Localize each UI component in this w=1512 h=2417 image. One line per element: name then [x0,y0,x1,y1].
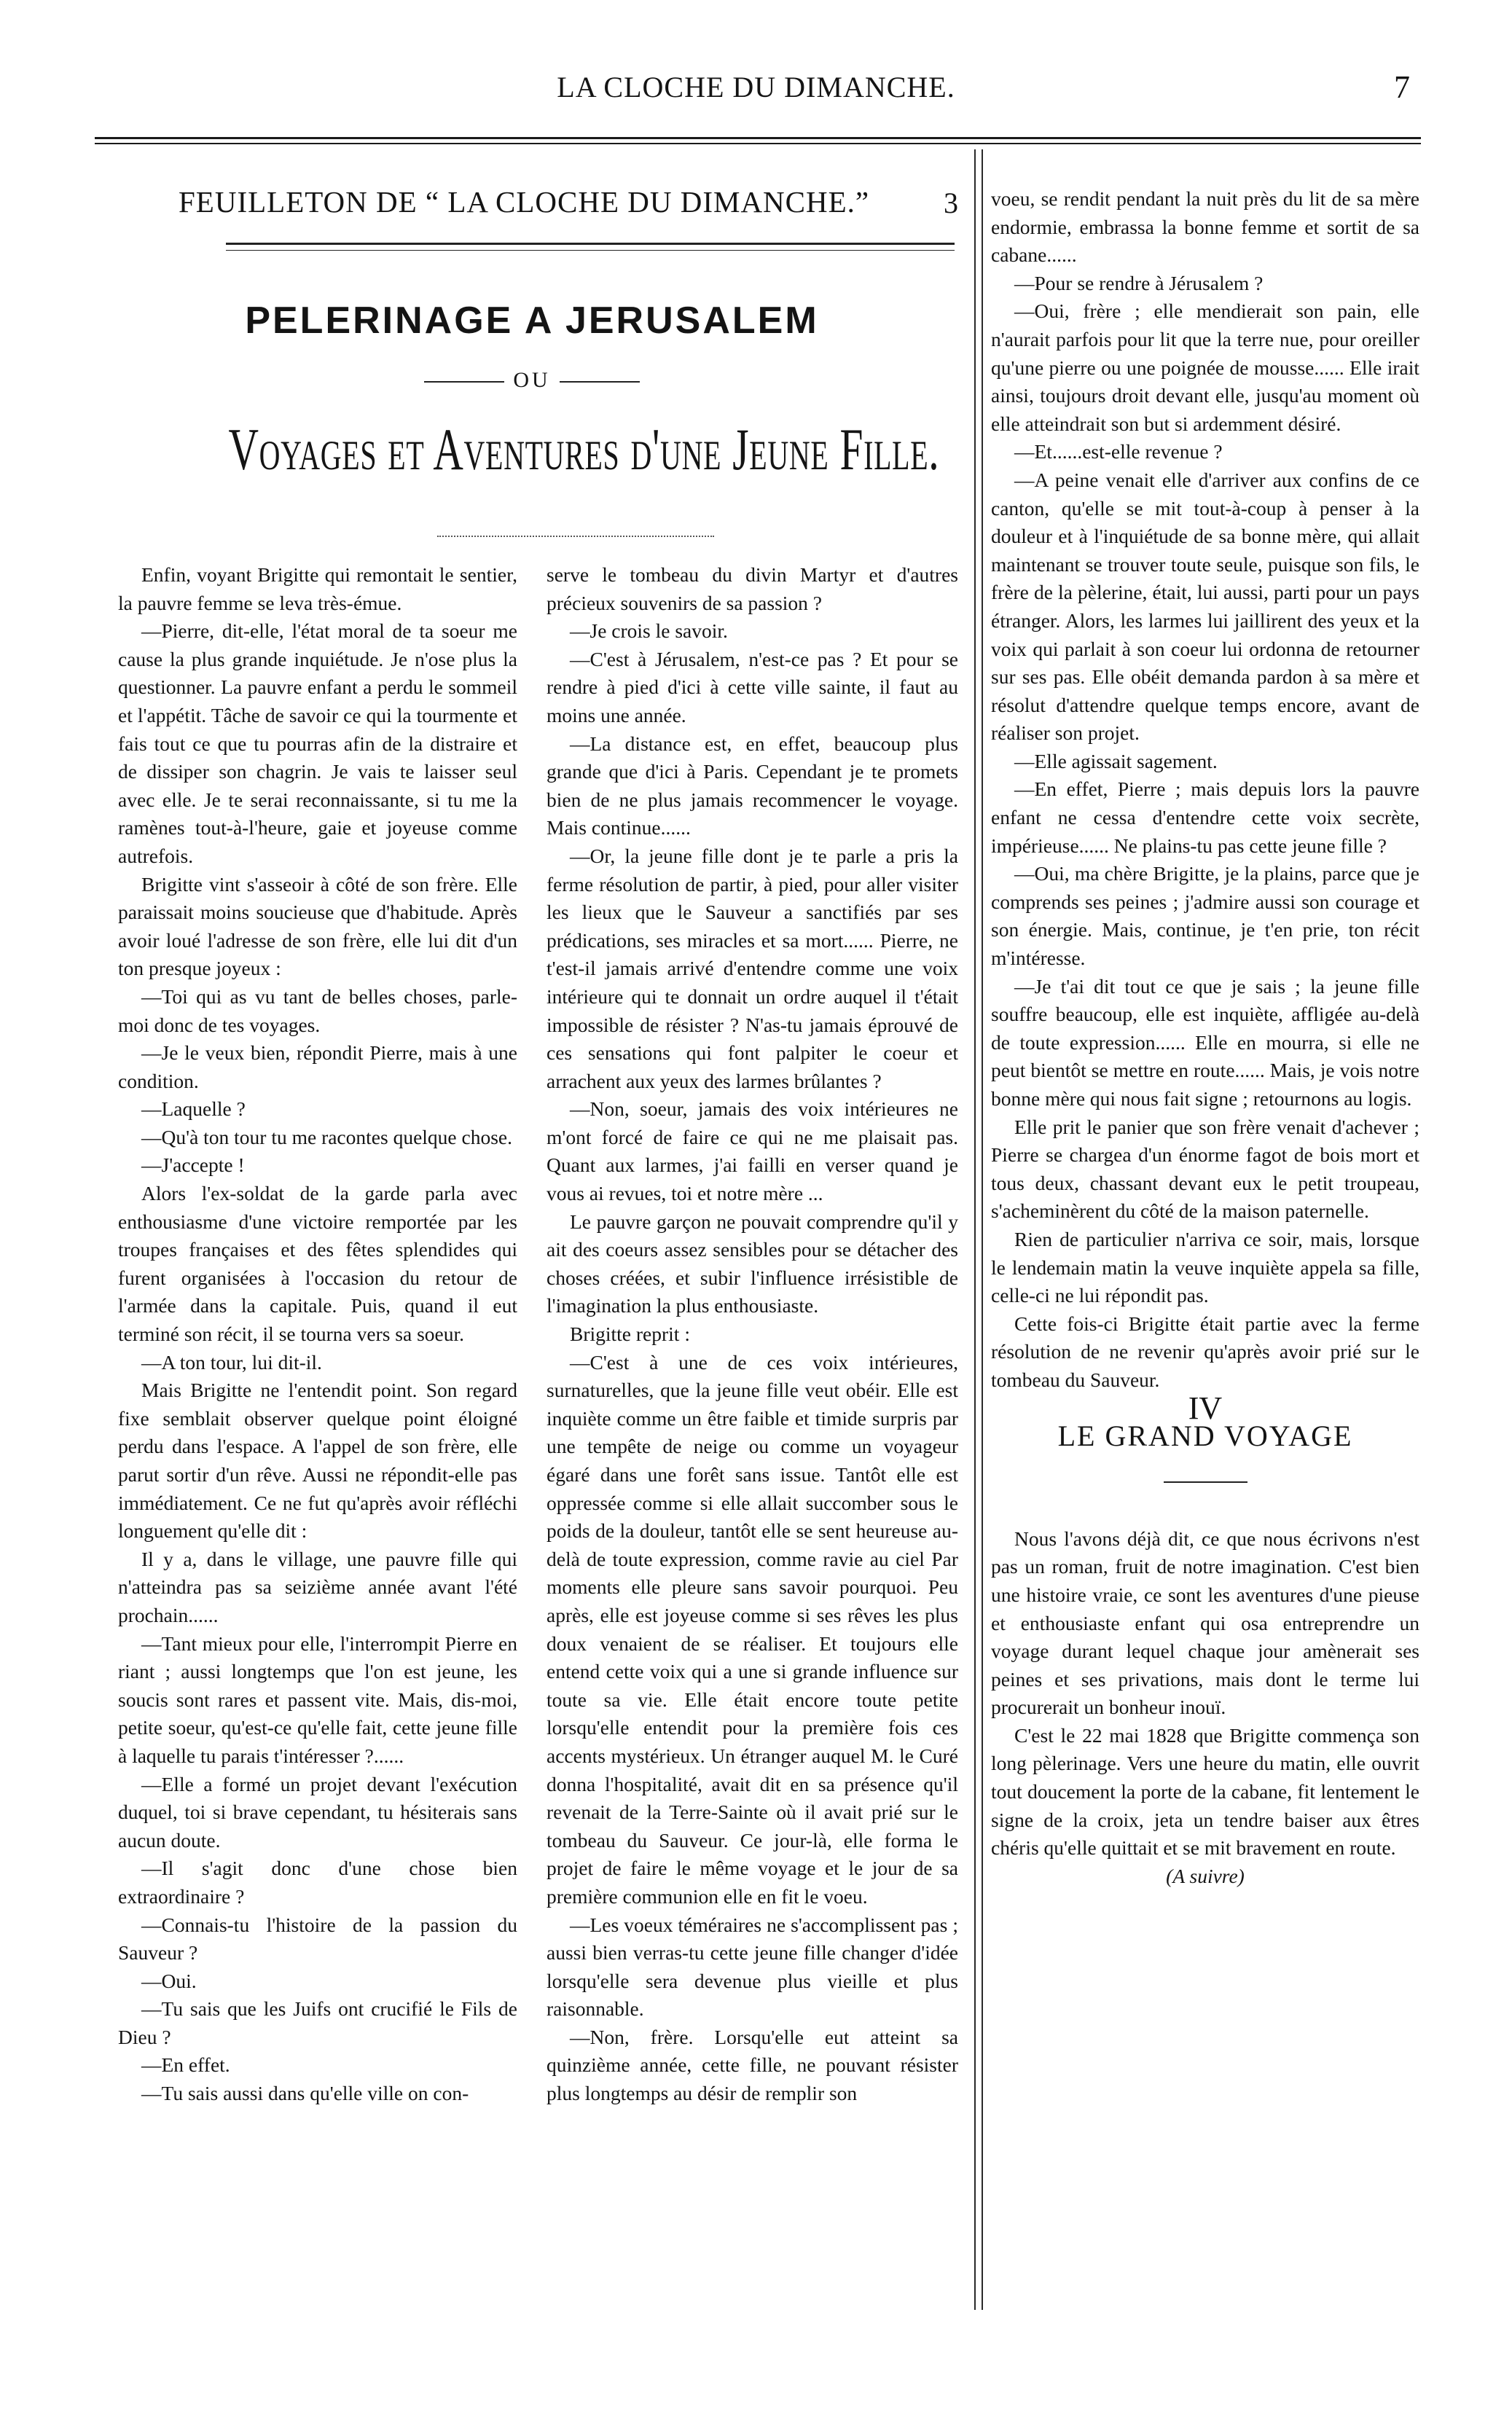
paragraph: —Et......est-elle revenue ? [1014,440,1223,463]
paragraph: C'est le 22 mai 1828 que Brigitte commença son long pèlerinage. Vers une heure du matin, elle ouvrit tout doucement la porte de la cabane, fit lentement le signe de la croix, jeta un tendre baiser aux êtres chéris qu'elle quittait et se mit bravement en route. [991,1723,1419,1860]
paragraph: —A ton tour, lui dit-il. [141,1350,322,1374]
paragraph: —Elle a formé un projet devant l'exécution duquel, toi si brave cependant, tu hésiterais sans aucun doute. [118,1772,517,1852]
continuation-note: (A suivre) [1166,1864,1245,1887]
paragraph: Enfin, voyant Brigitte qui remontait le sentier, la pauvre femme se leva très-émue. [118,563,517,614]
running-head [0,67,1512,111]
paragraph: voeu, se rendit pendant la nuit près du lit de sa mère endormie, embrassa la bonne femme et sortit de sa cabane...... [991,187,1419,267]
running-title: LA CLOCHE DU DIMANCHE. [557,71,955,103]
paragraph: —En effet. [141,2053,230,2077]
paragraph: —C'est à une de ces voix intérieures, surnaturelles, que la jeune fille veut obéir. Elle est inquiète comme un être faible et timide surpris par une tempête de neige ou comme un voyageur égaré dans une forêt sans issue. Tantôt elle est oppressée comme si elle allait succomber sous le poids de la douleur, tantôt elle se sent heureuse au-delà de toute expression, comme ravie au ciel Par moments elle pleure sans savoir pourquoi. Peu après, elle est joyeuse comme si ses rêves les plus doux venaient de se réaliser. Et toujours elle entend cette voix qui a une si grande influence sur toute sa vie. Elle était encore toute petite lorsqu'elle entendit pour la première fois ces accents mystérieux. Un étranger auquel M. le Curé donna l'hospitalité, avait dit en sa présence qu'il revenait de la Terre-Sainte où il avait prié sur le tombeau du Sauveur. Ce jour-là, elle forma le projet de faire le même voyage et le jour de sa première communion elle en fit le voeu. [547,1350,958,1908]
paragraph: —A peine venait elle d'arriver aux confins de ce canton, qu'elle se mit tout-à-coup à penser à la douleur et à l'inquiétude de sa bonne mère, qui allait maintenant se trouver toute seule, puisque son fils, le frère de la pèlerine, était, lui aussi, parti pour un pays étranger. Alors, les larmes lui jaillirent des yeux et la voix qui parlait à son coeur lui ordonna de retourner sur ses pas. Elle obéit demanda pardon à sa mère et résolut d'attendre quelque temps encore, avant de réaliser son projet. [991,468,1419,745]
paragraph: Le pauvre garçon ne pouvait comprendre qu'il y ait des coeurs assez sensibles pour se détacher des choses créées, et subir l'influence irrésistible de l'imagination la plus enthousiaste. [547,1210,958,1317]
feuilleton-number: 3 [944,187,958,219]
connector-dash-left [424,381,504,383]
paragraph: —Pour se rendre à Jérusalem ? [1014,271,1264,294]
section-number: IV [1188,1390,1223,1426]
paragraph: —Connais-tu l'histoire de la passion du Sauveur ? [118,1913,517,1964]
paragraph: Elle prit le panier que son frère venait d'achever ; Pierre se chargea d'un énorme fagot de bois mort et tous deux, chassant devant eux le petit troupeau, s'acheminèrent du côté de la maison paternelle. [991,1115,1419,1223]
paragraph: —Il s'agit donc d'une chose bien extraordinaire ? [118,1857,517,1908]
paragraph: —Les voeux téméraires ne s'accomplissent pas ; aussi bien verras-tu cette jeune fille changer d'idée lorsqu'elle sera devenue plus vieille et plus raisonnable. [547,1913,958,2021]
paragraph: Brigitte reprit : [570,1323,690,1346]
section-title: LE GRAND VOYAGE [1057,1419,1353,1453]
paragraph: —Or, la jeune fille dont je te parle a pris la ferme résolution de partir, à pied, pour aller visiter les lieux que le Sauveur a sanctifiés par ses prédications, ses miracles et sa mort...... Pierre, ne t'est-il jamais arrivé d'entendre comme une voix intérieure qui te donnait un ordre auquel il t'était impossible de résister ? N'as-tu jamais éprouvé de ces sensations qui font palpiter le coeur et arrachent aux yeux des larmes brûlantes ? [547,844,958,1092]
column-divider-left [974,149,976,2310]
paragraph: Alors l'ex-soldat de la garde parla avec enthousiasme d'une victoire remportée par les troupes françaises et des fêtes splendides qui furent organisées à l'occasion du retour de l'armée dans la capitale. Puis, quand il eut terminé son récit, il se tourna vers sa soeur. [118,1182,517,1346]
text-column-1 [118,561,517,2108]
paragraph: —Elle agissait sagement. [1014,749,1218,772]
paragraph: —Qu'à ton tour tu me racontes quelque chose. [141,1125,512,1148]
paragraph: —Oui, ma chère Brigitte, je la plains, parce que je comprends ses peines ; j'admire aussi son courage et son énergie. Mais, continue, je t'en prie, ton récit m'intéresse. [991,862,1419,970]
paragraph: Il y a, dans le village, une pauvre fille qui n'atteindra pas sa seizième année avant l'été prochain...... [118,1547,517,1626]
paragraph: —Tu sais que les Juifs ont crucifié le Fils de Dieu ? [118,1997,517,2048]
paragraph: —En effet, Pierre ; mais depuis lors la pauvre enfant ne cessa d'entendre cette voix secrète, impérieuse...... Ne plains-tu pas cette jeune fille ? [991,777,1419,857]
paragraph: Nous l'avons déjà dit, ce que nous écrivons n'est pas un roman, fruit de notre imagination. C'est bien une histoire vraie, ce sont les aventures d'une pieuse et enthousiaste enfant qui osa entreprendre un voyage durant lequel chaque jour amènerait ses peines et ses privations, mais dont le terme lui procurerait un bonheur inouï. [991,1527,1419,1719]
paragraph: —Non, frère. Lorsqu'elle eut atteint sa quinzième année, cette fille, ne pouvant résister plus longtemps au désir de remplir son [547,2025,958,2105]
header-rule-thick [95,137,1421,139]
connector-dash-right [560,381,640,383]
paragraph: Mais Brigitte ne l'entendit point. Son regard fixe semblait observer quelque point éloigné perdu dans l'espace. A l'appel de son frère, elle parut sortir d'un rêve. Aussi ne répondit-elle pas immédiatement. Ce ne fut qu'après avoir réfléchi longuement qu'elle dit : [118,1379,517,1543]
feuilleton-label: FEUILLETON DE “ LA CLOCHE DU DIMANCHE.” [179,185,870,219]
header-rule-thin [95,143,1421,144]
section-rule [1164,1481,1247,1483]
page-number: 7 [1394,69,1410,105]
feuilleton-rule-thin [226,250,955,251]
paragraph: —Je le veux bien, répondit Pierre, mais à une condition. [118,1041,517,1092]
paragraph: —Je crois le savoir. [570,619,728,643]
column-divider-right [982,149,983,2310]
paragraph: —Non, soeur, jamais des voix intérieures ne m'ont forcé de faire ce qui ne me plaisait pas. Quant aux larmes, j'ai failli en verser quand je vous ai revues, toi et notre mère ... [547,1097,958,1205]
story-subtitle: Voyages et Aventures d'une Jeune Fille. [228,416,940,482]
paragraph: serve le tombeau du divin Martyr et d'autres précieux souvenirs de sa passion ? [547,563,958,614]
paragraph: —Tu sais aussi dans qu'elle ville on con- [141,2082,469,2105]
paragraph: —Toi qui as vu tant de belles choses, parle-moi donc de tes voyages. [118,984,517,1036]
paragraph: —Oui, frère ; elle mendierait son pain, elle n'aurait parfois pour lit que la terre nue, pour oreiller qu'une pierre ou une poignée de mousse...... Elle irait ainsi, toujours droit devant elle, jusqu'au moment où elle atteindrait son but si ardemment désiré. [991,299,1419,435]
paragraph: —Oui. [141,1969,197,1992]
paragraph: Brigitte vint s'asseoir à côté de son frère. Elle paraissait moins soucieuse que d'habitude. Après avoir loué l'adresse de son frère, elle lui dit d'un ton presque joyeux : [118,872,517,980]
story-title: PELERINAGE A JERUSALEM [245,299,819,342]
paragraph: —C'est à Jérusalem, n'est-ce pas ? Et pour se rendre à pied d'ici à cette ville sainte, il faut au moins une année. [547,647,958,726]
paragraph: —J'accepte ! [141,1153,245,1177]
paragraph: —Tant mieux pour elle, l'interrompit Pierre en riant ; aussi longtemps que l'on est jeune, les soucis sont rares et passent vite. Mais, dis-moi, petite soeur, qu'est-ce qu'elle fait, cette jeune fille à laquelle tu parais t'intéresser ?...... [118,1631,517,1767]
paragraph: —La distance est, en effet, beaucoup plus grande que d'ici à Paris. Cependant je te promets bien de ne plus jamais recommencer le voyage. Mais continue...... [547,732,958,839]
feuilleton-rule [226,243,955,245]
paragraph: Rien de particulier n'arriva ce soir, mais, lorsque le lendemain matin la veuve inquiète appela sa fille, celle-ci ne lui répondit pas. [991,1227,1419,1307]
paragraph: —Je t'ai dit tout ce que je sais ; la jeune fille souffre beaucoup, elle est inquiète, affligée au-delà de toute expression...... Elle en mourra, si elle ne peut bientôt se mettre en route...... Mais, je vois notre bonne mère qui nous fait signe ; retournons au logis. [991,974,1419,1110]
connector-word: OU [513,368,551,392]
subtitle-ornament [437,536,714,537]
text-column-3 [991,185,1419,1890]
text-column-2 [547,561,958,2108]
paragraph: —Laquelle ? [141,1097,246,1121]
feuilleton-banner [98,164,965,266]
paragraph: —Pierre, dit-elle, l'état moral de ta soeur me cause la plus grande inquiétude. Je n'ose plus la questionner. La pauvre enfant a perdu le sommeil et l'appétit. Tâche de savoir ce qui la tourmente et fais tout ce que tu pourras afin de la distraire et de dissiper son chagrin. Je vais te laisser seul avec elle. Je te serai reconnaissante, si tu me la ramènes tout-à-l'heure, gaie et joyeuse comme autrefois. [118,619,517,867]
paragraph: Cette fois-ci Brigitte était partie avec la ferme résolution de ne revenir qu'après avoir prié sur le tombeau du Sauveur. [991,1312,1419,1391]
title-connector [98,368,965,393]
